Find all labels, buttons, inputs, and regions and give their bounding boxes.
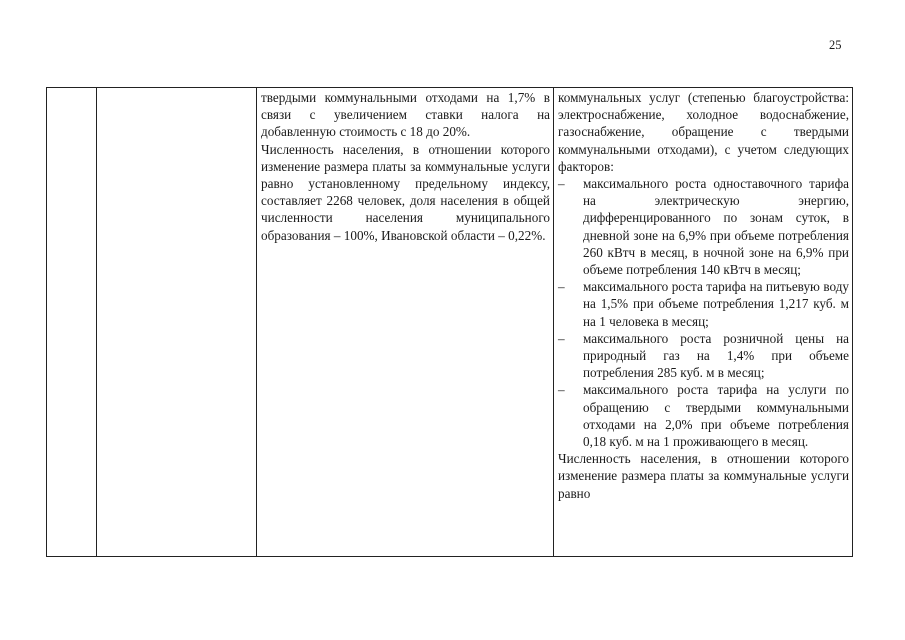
- list-item: [558, 330, 849, 382]
- factors-list: [558, 175, 849, 450]
- cell-col1: [47, 88, 97, 557]
- cell-col3: [257, 88, 554, 557]
- factor-text: максимального роста тарифа на питьевую воду на 1,5% при объеме потребления 1,217 куб. м на 1 человека в месяц;: [583, 279, 849, 329]
- bullet-marker: –: [558, 382, 565, 398]
- list-item: [558, 175, 849, 278]
- document-table: [46, 87, 853, 557]
- factor-text: максимального роста тарифа на услуги по обращению с твердыми коммунальными отходами на 2,0% при объеме потребления 0,18 куб. м на 1 проживающего в месяц.: [583, 382, 849, 450]
- list-item: [558, 278, 849, 330]
- cell-col4: [554, 88, 853, 557]
- col4-tail: Численность населения, в отношении которого изменение размера платы за коммунальные услуги равно: [558, 451, 849, 501]
- table-row: [47, 88, 853, 557]
- bullet-marker: –: [558, 279, 565, 295]
- page-number: 25: [829, 38, 842, 52]
- col3-paragraph-1: твердыми коммунальными отходами на 1,7% в связи с увеличением ставки налога на добавленную стоимость с 18 до 20%.: [261, 90, 550, 140]
- list-item: [558, 381, 849, 450]
- factor-text: максимального роста одноставочного тарифа на электрическую энергию, дифференцированного по зонам суток, в дневной зоне на 6,9% при объеме потребления 260 кВтч в месяц, в ночной зоне на 6,9% при объеме потребления 140 кВтч в месяц;: [583, 176, 849, 278]
- col3-paragraph-2: Численность населения, в отношении которого изменение размера платы за коммунальные услуги равно установленному предельному индексу, составляет 2268 человек, доля населения в общей численности населения муниципального образования – 100%, Ивановской области – 0,22%.: [261, 141, 550, 243]
- col4-intro: коммунальных услуг (степенью благоустройства: электроснабжение, холодное водоснабжение, газоснабжение, обращение с твердыми коммунальными отходами), с учетом следующих факторов:: [558, 90, 849, 174]
- bullet-marker: –: [558, 330, 565, 346]
- cell-col2: [97, 88, 257, 557]
- factor-text: максимального роста розничной цены на природный газ на 1,4% при объеме потребления 285 куб. м в месяц;: [583, 330, 849, 381]
- bullet-marker: –: [558, 176, 565, 192]
